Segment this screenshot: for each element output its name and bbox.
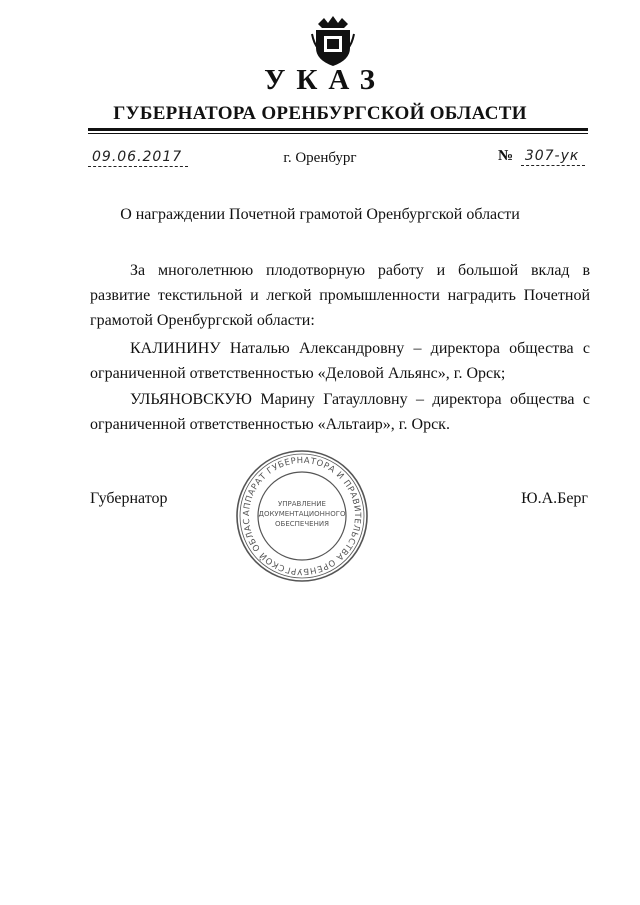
stamp-ring-text: АППАРАТ ГУБЕРНАТОРА И ПРАВИТЕЛЬСТВА ОРЕНБУРГСКОЙ ОБЛАС xyxy=(241,455,363,577)
document-subtitle: ГУБЕРНАТОРА ОРЕНБУРГСКОЙ ОБЛАСТИ xyxy=(113,103,527,124)
document-number xyxy=(498,148,585,166)
number-label: № xyxy=(498,148,514,164)
document-city: г. Оренбург xyxy=(283,150,357,166)
document-title: УКАЗ xyxy=(264,64,386,96)
header-divider-thin xyxy=(88,133,588,134)
header-divider-thick xyxy=(88,128,588,131)
number-handwritten: 307-ук xyxy=(521,148,586,166)
awardee-2: УЛЬЯНОВСКУЮ Марину Гатаулловну – директора общества с ограниченной ответственностью «Альтаир», г. Орск. xyxy=(90,391,590,433)
date-handwritten: 09.06.2017 xyxy=(88,149,188,167)
signatory-name: Ю.А.Берг xyxy=(521,490,588,507)
intro-paragraph: За многолетнюю плодотворную работу и большой вклад в развитие текстильной и легкой промышленности наградить Почетной грамотой Оренбургской области: xyxy=(90,262,590,329)
stamp-center-line-3: ОБЕСПЕЧЕНИЯ xyxy=(275,520,329,528)
document-subject: О награждении Почетной грамотой Оренбургской области xyxy=(120,206,520,223)
coat-of-arms-icon xyxy=(310,14,356,68)
official-stamp xyxy=(234,448,370,584)
stamp-center-line-1: УПРАВЛЕНИЕ xyxy=(278,500,326,508)
stamp-center-line-2: ДОКУМЕНТАЦИОННОГО xyxy=(258,510,346,518)
signatory-position: Губернатор xyxy=(90,490,168,507)
awardee-1: КАЛИНИНУ Наталью Александровну – директора общества с ограниченной ответственностью «Деловой Альянс», г. Орск; xyxy=(90,340,590,382)
